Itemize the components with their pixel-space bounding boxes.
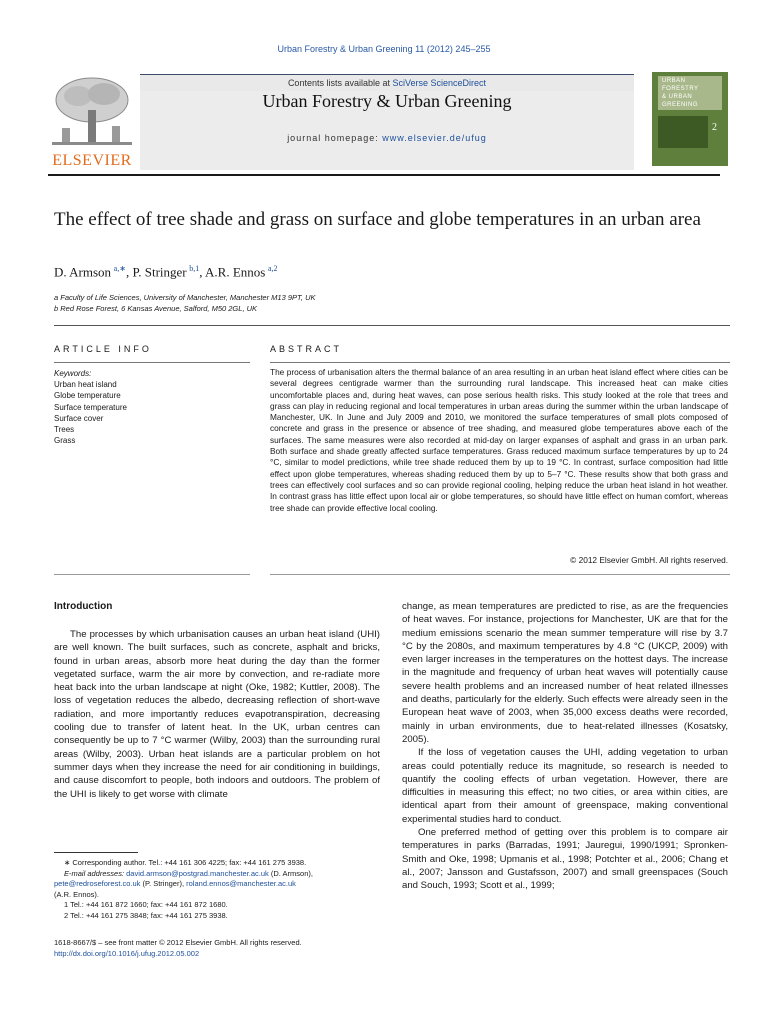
cover-issue-number: 2	[712, 122, 717, 133]
title-divider	[54, 325, 730, 326]
email-owner: (A.R. Ennos).	[54, 889, 100, 899]
keyword: Grass	[54, 436, 76, 446]
body-paragraph: change, as mean temperatures are predicted to rise, as are the frequencies of heat waves. For instance, projections for Manchester, UK are that for the medium emissions scenario the mean summer temperature will rise by 3.7 °C by the 2080s, and maximum temperatures by 4.8 °C (UKCP, 2009) with even larger increases in the temperatures on the hottest days. The increase in the magnitude and frequency of urban heat waves will potentially cause severe health problems and an increased number of heat related illnesses and deaths, particularly for the elderly. Such effects were already seen in the European heat wave of 2003, when 35,000 excess deaths were recorded, mainly in urban environments, due to heat-related illnesses (Kosatsky, 2005).	[402, 601, 728, 745]
body-paragraph: If the loss of vegetation causes the UHI, adding vegetation to urban areas could potentially reduce its magnitude, so research is needed to quantify the cooling effects of urban vegetation. However, there are difficulties in measuring this effect; no two cities, or area within cities, are identical apart from their amount of greenspace, making conventional experimental studies hard to conduct.	[402, 747, 728, 825]
abstract-text: The process of urbanisation alters the thermal balance of an area resulting in an urban heat island effect where cities can be several degrees centigrade warmer than the surrounding rural landscape. This increased heat can make cities uncomfortable places and, during heat waves, can pose serious health risks. This study looked at the role that trees and grass can play in reducing regional and local temperatures in urban areas during the summer within the urban landscape of Manchester, UK. In June and July 2009 and 2010, we monitored the surface temperatures of small plots composed of concrete and grass in the presence or absence of tree shading, and measured globe temperatures above each of the surfaces. The same measures were also recorded at mid-day on larger expanses of asphalt and grass in an urban park. Both surface and shade greatly affected surface temperatures. Grass reduced maximum surface temperatures by up to 24 °C, similar to model predictions, while tree shade reduced them by up to 19 °C. In contrast, surface composition had little effect upon globe temperatures, whereas shading reduced them by up to 5–7 °C. These results show that both grass and trees can effectively cool surfaces and so can provide regional cooling, helping reduce the urban heat island in hot weather. In contrast grass has little effect upon local air or globe temperatures, so should have little effect on human comfort, whereas tree shade can provide effective local cooling.	[270, 367, 728, 513]
journal-header	[140, 74, 634, 170]
publisher-name: ELSEVIER	[52, 152, 132, 169]
homepage-link[interactable]: www.elsevier.de/ufug	[382, 133, 487, 143]
abstract-bottom-divider	[270, 574, 730, 575]
author-list: D. Armson $^{a,∗}$, P. Stringer $^{b,1}$, A.R. Ennos $^{a,2}$	[54, 264, 278, 280]
article-info-bottom-divider	[54, 574, 250, 575]
email-link[interactable]: pete@redroseforest.co.uk	[54, 879, 141, 888]
contents-line	[140, 74, 634, 91]
article-info-divider	[54, 362, 250, 363]
front-matter	[54, 938, 380, 959]
homepage-prefix: journal homepage:	[287, 133, 383, 143]
body-column-right	[402, 600, 728, 893]
body-paragraph: The processes by which urbanisation causes an urban heat island (UHI) are well known. The built surfaces, such as concrete, asphalt and bricks, found in urban areas, absorb more heat during the day than the former vegetated surface, warm the air more by convection, and re-radiate more heat back into the urban landscape at night (Oke, 1982; Kuttler, 2008). The loss of vegetation reduces the albedo, decreasing reflection of short-wave radiation, and more importantly reduces evapotranspiration, decreasing cooling due to transfer of latent heat. In the UK, urban centres can consequently be up to 7 °C warmer (Wilby, 2003) than the surrounding rural areas (Wilby, 2003). Urban heat islands are a particular problem on hot summer days when they increase the need for air conditioning in buildings, and cause discomfort to people, both indoors and outdoors. The problem of the UHI is likely to get worse with climate	[54, 629, 380, 800]
footnote-divider	[54, 852, 138, 853]
body-paragraph: One preferred method of getting over this problem is to compare air temperatures in parks (Barradas, 1991; Jauregui, 1990/1991; Spronken-Smith and Oke, 1998; Upmanis et al., 1998; Potchter et al., 2006; Chang et al., 2007; Jansson and Gustafsson, 2007) and small greenspaces (Souch and Souch, 1993; Scott et al., 1999;	[402, 827, 728, 892]
email-label: E-mail addresses:	[64, 868, 127, 878]
affiliation: a Faculty of Life Sciences, University of Manchester, Manchester M13 9PT, UK	[54, 293, 316, 302]
cover-photo	[658, 116, 708, 148]
journal-citation[interactable]: Urban Forestry & Urban Greening 11 (2012) 245–255	[277, 44, 491, 54]
affiliations	[54, 292, 316, 314]
paper-title: The effect of tree shade and grass on surface and globe temperatures in an urban area	[54, 209, 701, 230]
email-owner: (D. Armson),	[268, 868, 313, 878]
affiliation: b Red Rose Forest, 6 Kansas Avenue, Salford, M50 2GL, UK	[54, 304, 258, 313]
email-owner: (P. Stringer),	[140, 879, 187, 888]
cover-title-line: URBAN	[662, 78, 686, 84]
keywords-label: Keywords:	[54, 369, 92, 378]
author-name: P. Stringer	[132, 264, 187, 280]
cover-title-line: & URBAN	[662, 94, 693, 100]
body-column-left	[54, 628, 380, 801]
article-info-heading: ARTICLE INFO	[54, 344, 152, 354]
header-divider	[48, 174, 720, 176]
author-affiliation-mark[interactable]: a,2	[267, 264, 278, 273]
keyword: Surface temperature	[54, 402, 127, 412]
elsevier-logo	[48, 74, 136, 170]
cover-title-line: FORESTRY	[662, 86, 699, 92]
cover-title-line: GREENING	[662, 102, 699, 108]
abstract-divider	[270, 362, 730, 363]
keyword: Surface cover	[54, 413, 104, 423]
keywords-list	[54, 368, 127, 446]
sciencedirect-link[interactable]: SciVerse ScienceDirect	[392, 78, 487, 88]
abstract-copyright: © 2012 Elsevier GmbH. All rights reserved.	[570, 555, 728, 565]
issn-line: 1618-8667/$ – see front matter © 2012 Elsevier GmbH. All rights reserved.	[54, 938, 302, 947]
author-name: A.R. Ennos	[205, 264, 266, 280]
author-affiliation-mark[interactable]: b,1	[189, 264, 200, 273]
keyword: Urban heat island	[54, 380, 117, 390]
section-heading-introduction: Introduction	[54, 601, 113, 612]
journal-name: Urban Forestry & Urban Greening	[262, 91, 512, 111]
email-link[interactable]: david.armson@postgrad.manchester.ac.uk	[126, 868, 269, 878]
author-name: D. Armson	[54, 264, 112, 280]
journal-homepage	[140, 133, 634, 143]
corresponding-author-note: ∗ Corresponding author. Tel.: +44 161 306 4225; fax: +44 161 275 3938.	[64, 858, 307, 867]
footnote: 2 Tel.: +44 161 275 3848; fax: +44 161 275 3938.	[64, 910, 228, 920]
footnotes	[54, 858, 380, 921]
email-link[interactable]: roland.ennos@manchester.ac.uk	[186, 879, 296, 888]
tree-emblem-icon	[48, 74, 136, 152]
journal-cover-image	[652, 72, 728, 166]
abstract-heading: ABSTRACT	[270, 344, 343, 354]
author-affiliation-mark[interactable]: a,∗	[113, 264, 126, 273]
keyword: Globe temperature	[54, 391, 121, 401]
keyword: Trees	[54, 425, 75, 435]
contents-prefix: Contents lists available at	[287, 78, 393, 88]
footnote: 1 Tel.: +44 161 872 1660; fax: +44 161 872 1680.	[64, 900, 228, 909]
doi-link[interactable]: http://dx.doi.org/10.1016/j.ufug.2012.05.002	[54, 948, 200, 958]
